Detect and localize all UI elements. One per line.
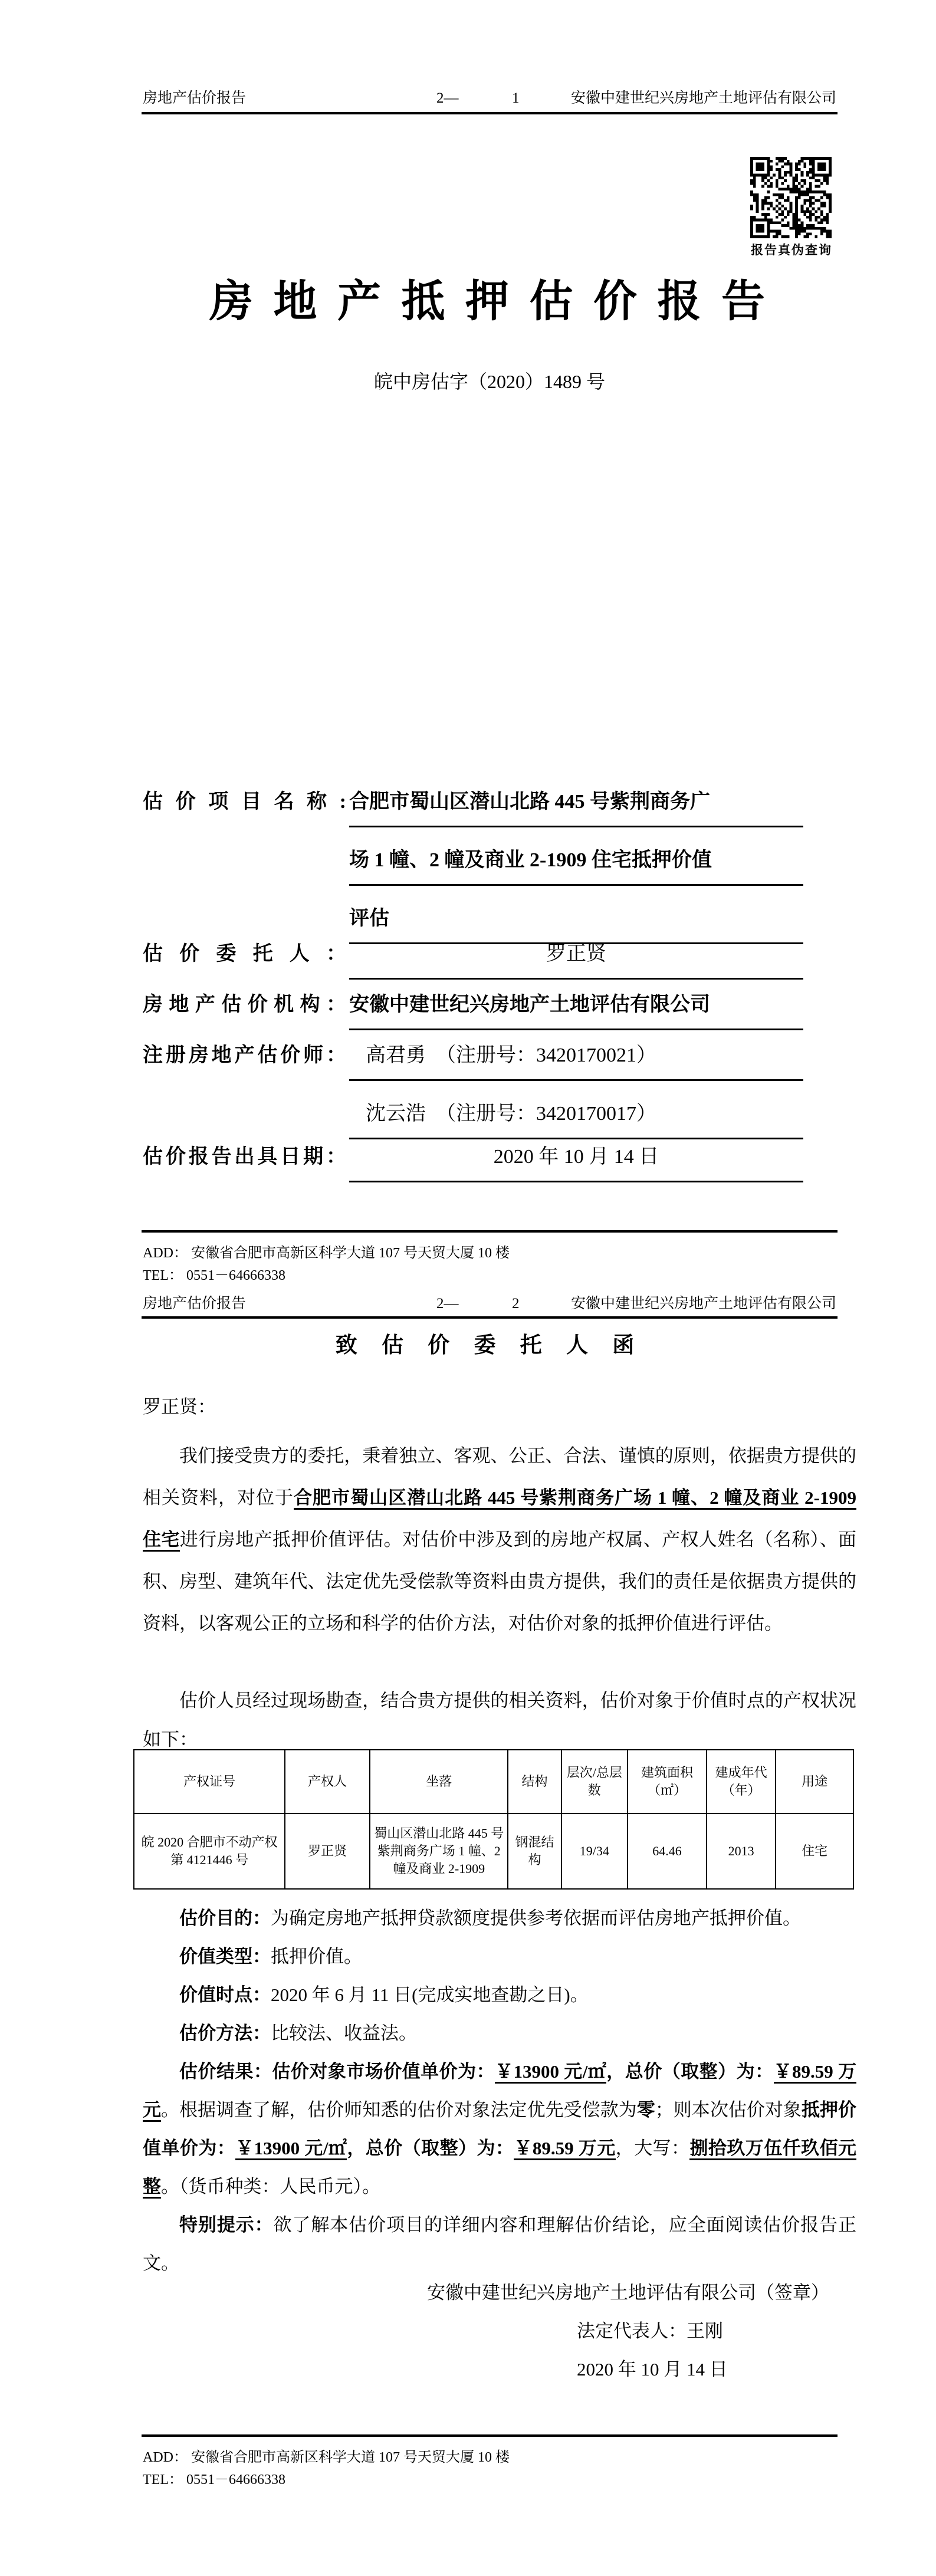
header-rule	[142, 1316, 838, 1319]
qr-code	[750, 157, 832, 238]
field-value-line: 沈云浩 （注册号：3420170017）	[349, 1095, 803, 1139]
cell-floor: 19/34	[561, 1813, 628, 1889]
page2-running-header	[143, 1295, 836, 1313]
field-label: 估价委托人：	[143, 943, 346, 965]
page1-running-header	[143, 90, 836, 107]
qr-caption: 报告真伪查询	[751, 243, 832, 257]
field-appraisers	[143, 1037, 803, 1154]
col-owner: 产权人	[285, 1750, 370, 1813]
footer-address: ADD： 安徽省合肥市高新区科学大道 107 号天贸大厦 10 楼	[143, 1246, 510, 1261]
field-label: 估价报告出具日期：	[143, 1146, 346, 1168]
item-text: 欲了解本估价项目的详细内容和理解估价结论，应全面阅读估价报告正文。	[143, 2214, 857, 2273]
cell-use: 住宅	[776, 1813, 853, 1889]
item-purpose	[143, 1899, 856, 1937]
table-row	[134, 1813, 853, 1889]
letter-paragraph-2: 估价人员经过现场勘查，结合贵方提供的相关资料，估价对象于价值时点的产权状况如下：	[143, 1690, 856, 1750]
cell-area: 64.46	[628, 1813, 707, 1889]
field-agency	[143, 986, 803, 1044]
item-text: 估价对象市场价值单价为：￥13900 元/㎡，总价（取整）为：￥89.59 万元。根据调查了解，估价师知悉的估价对象法定优先受偿款为零；则本次估价对象抵押价值单价为：￥13900 元/㎡，总价（取整）为：￥89.59 万元，大写：捌拾玖万伍仟玖佰元整。（货币种类：人民币元）。	[143, 2061, 856, 2199]
item-label: 估价方法：	[179, 2023, 271, 2043]
field-project-name	[143, 783, 803, 958]
item-value-type	[143, 1937, 856, 1976]
col-area: 建筑面积（㎡）	[628, 1750, 707, 1813]
col-certificate-no: 产权证号	[134, 1750, 285, 1813]
table-header-row	[134, 1750, 853, 1813]
running-header-report-type: 房地产估价报告	[143, 1296, 247, 1312]
footer-rule	[142, 1230, 838, 1233]
page-number: 1	[512, 90, 520, 106]
footer-rule	[142, 2434, 838, 2437]
field-label: 房地产估价机构：	[143, 994, 346, 1016]
field-value-line: 合肥市蜀山区潜山北路 445 号紫荆商务广	[349, 783, 803, 827]
page-number-prefix: 2—	[436, 90, 459, 106]
letter-paragraph-1: 我们接受贵方的委托，秉着独立、客观、公正、合法、谨慎的原则，依据贵方提供的相关资料，对位于合肥市蜀山区潜山北路 445 号紫荆商务广场 1 幢、2 幢及商业 2-1909 住宅进行房地产抵押价值评估。对估价中涉及到的房地产权属、产权人姓名（名称）、面积、房型、建筑年代、法定优先受偿款等资料由贵方提供，我们的责任是依据贵方提供的资料，以客观公正的立场和科学的估价方法，对估价对象的抵押价值进行评估。	[143, 1445, 857, 1634]
cell-owner: 罗正贤	[285, 1813, 370, 1889]
item-value-date	[143, 1976, 856, 2014]
running-header-company: 安徽中建世纪兴房地产土地评估有限公司	[570, 90, 836, 106]
item-text: 为确定房地产抵押贷款额度提供参考依据而评估房地产抵押价值。	[271, 1908, 801, 1928]
col-use: 用途	[776, 1750, 853, 1813]
col-year-built: 建成年代（年）	[707, 1750, 776, 1813]
item-text: 抵押价值。	[271, 1946, 362, 1967]
col-floor: 层次/总层数	[561, 1750, 628, 1813]
col-location: 坐落	[370, 1750, 508, 1813]
field-issue-date	[143, 1138, 803, 1197]
field-value-line: 评估	[349, 900, 803, 944]
letter-salutation: 罗正贤：	[143, 1397, 216, 1417]
letter-title: 致 估 价 委 托 人 函	[335, 1333, 644, 1358]
running-header-company: 安徽中建世纪兴房地产土地评估有限公司	[570, 1296, 836, 1312]
report-number: 皖中房估字（2020）1489 号	[373, 371, 605, 392]
field-label: 注册房地产估价师：	[143, 1044, 346, 1066]
col-structure: 结构	[508, 1750, 561, 1813]
item-label: 价值类型：	[179, 1946, 271, 1967]
cell-structure: 钢混结构	[508, 1813, 561, 1889]
field-value-line: 安徽中建世纪兴房地产土地评估有限公司	[349, 986, 803, 1030]
item-text: 比较法、收益法。	[271, 2023, 417, 2043]
item-special-note	[143, 2206, 856, 2282]
running-header-report-type: 房地产估价报告	[143, 90, 247, 106]
item-method	[143, 2014, 856, 2052]
appraisal-summary-items	[143, 1899, 856, 2282]
page-number: 2	[512, 1296, 520, 1312]
item-label: 价值时点：	[179, 1984, 271, 2005]
field-value-line: 罗正贤	[349, 935, 803, 980]
page-number-prefix: 2—	[436, 1296, 459, 1312]
cell-certificate-no: 皖 2020 合肥市不动产权第 4121446 号	[134, 1813, 285, 1889]
item-result	[143, 2052, 856, 2206]
property-rights-table	[133, 1749, 854, 1890]
item-text: 2020 年 6 月 11 日(完成实地查勘之日)。	[271, 1984, 589, 2005]
field-value-line: 高君勇 （注册号：3420170021）	[349, 1037, 803, 1081]
cell-location: 蜀山区潜山北路 445 号紫荆商务广场 1 幢、2 幢及商业 2-1909	[370, 1813, 508, 1889]
header-rule	[142, 112, 838, 114]
signature-date: 2020 年 10 月 14 日	[577, 2359, 728, 2380]
qr-code-image	[750, 157, 832, 238]
footer-phone: TEL： 0551－64666338	[143, 2472, 285, 2488]
item-label: 估价目的：	[179, 1908, 271, 1928]
field-value-line: 场 1 幢、2 幢及商业 2-1909 住宅抵押价值	[349, 842, 803, 886]
footer-phone: TEL： 0551－64666338	[143, 1268, 285, 1283]
signature-company	[143, 2278, 856, 2304]
footer-address: ADD： 安徽省合肥市高新区科学大道 107 号天贸大厦 10 楼	[143, 2450, 510, 2465]
signature-legal-representative: 法定代表人：王刚	[577, 2321, 723, 2341]
item-label: 特别提示：	[179, 2214, 274, 2235]
report-title: 房 地 产 抵 押 估 价 报 告	[209, 278, 770, 326]
item-label: 估价结果：	[179, 2061, 272, 2082]
field-client	[143, 935, 803, 994]
field-value-line: 2020 年 10 月 14 日	[349, 1138, 803, 1182]
cell-year-built: 2013	[707, 1813, 776, 1889]
field-label: 估价项目名称:	[143, 791, 346, 813]
signature-company-text: 安徽中建世纪兴房地产土地评估有限公司（签章）	[427, 2282, 829, 2303]
